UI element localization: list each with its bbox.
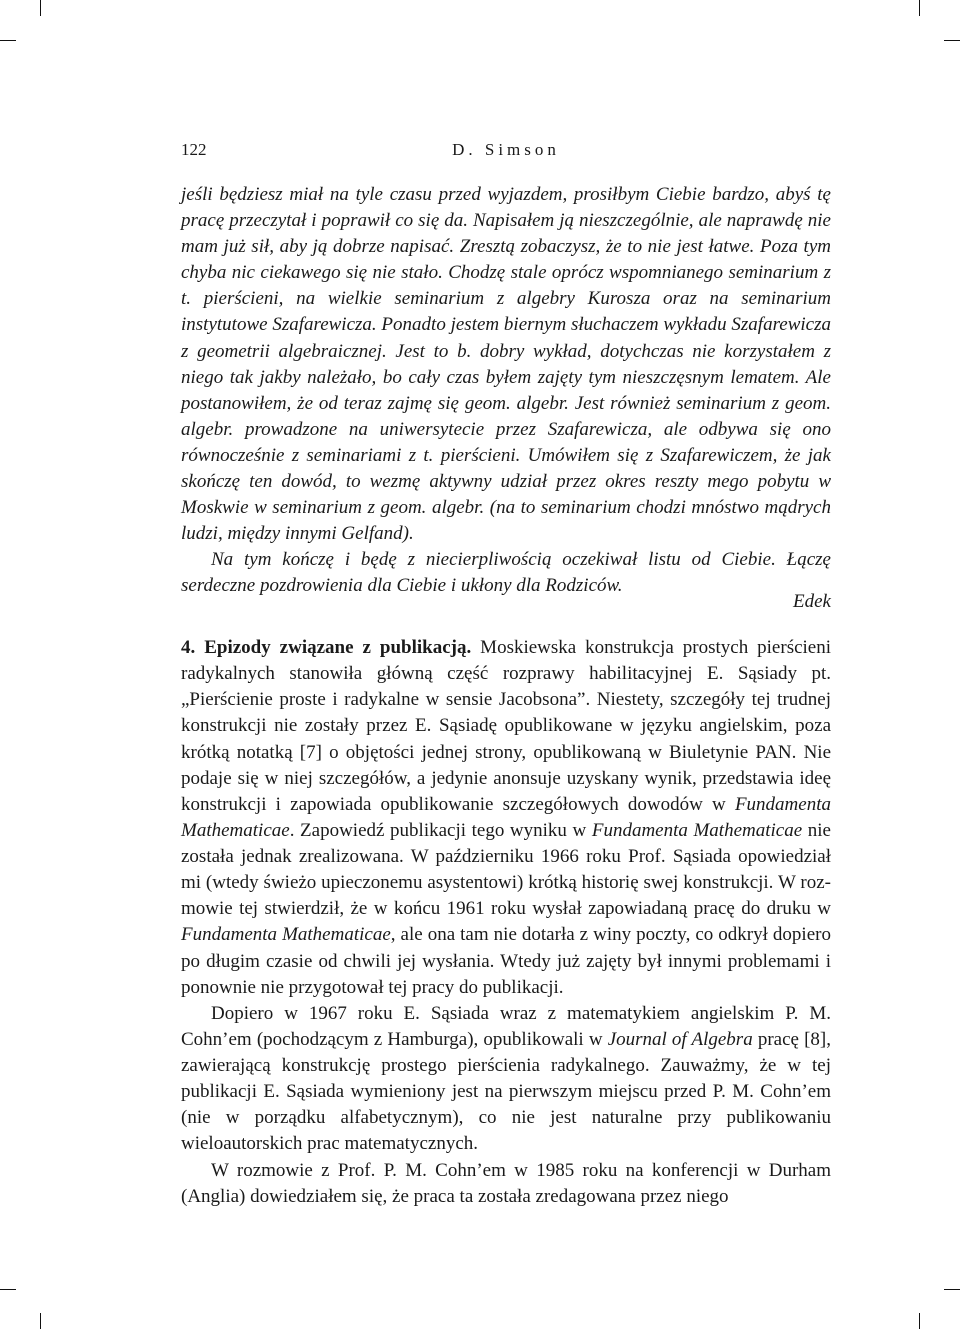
section-paragraph-2 xyxy=(181,1001,831,1158)
crop-mark-top-right-horizontal xyxy=(944,40,960,41)
p2-text-b: pracę [8], zawierającą konstrukcję prostego pierścienia radykalnego. Zauważmy, że w tej publikacji E. Sąsiada wymieniony jest na pierwszym miejscu przed P. M. Cohn’em (nie w porządku alfabetycznym), co nie jest naturalne przy publikowaniu wieloautorskich prac matematycznych. xyxy=(181,1028,831,1155)
page-number: 122 xyxy=(181,140,207,159)
crop-mark-top-left-vertical xyxy=(40,0,41,16)
crop-mark-bottom-left-horizontal xyxy=(0,1289,16,1290)
crop-mark-bottom-left-vertical xyxy=(40,1313,41,1329)
running-header xyxy=(181,137,831,163)
section-body xyxy=(181,635,831,1210)
journal-title: Journal of Algebra xyxy=(607,1028,753,1050)
crop-mark-bottom-right-horizontal xyxy=(944,1289,960,1290)
p1-text-a: Moskiewska konstrukcja prostych pierścieni radykalnych stanowiła główną część rozprawy habilitacyjnej E. Sąsiady pt. „Pierścienie proste i radykalne w sensie Jacobsona”. Niestety, szczegóły tej trudnej konstrukcji nie zostały przez E. Sąsiadę opublikowane w języku angielskim, poza krótką notatką [7] o objętości jednej strony, opublikowaną w Biuletynie PAN. Nie podaje się w niej szczegółów, a jedynie anonsuje uzyskany wynik, przedstawia ideę konstrukcji i zapowiada opublikowanie szczegółowych dowodów w xyxy=(181,637,832,815)
p1-text-d: , ale ona tam nie dotarła z winy poczty, co odkrył dopiero po długim czasie od chwili jej wysłania. Wtedy już zajęty był innymi problemami i ponownie nie przygotował tej pracy do publikacji. xyxy=(181,924,831,998)
letter-paragraph-1: jeśli będziesz miał na tyle czasu przed wyjazdem, prosiłbym Ciebie bardzo, abyś tę pracę przeczytał i poprawił co się da. Napisałem ją nieszczególnie, ale naprawdę nie mam już sił, aby ją dobrze napisać. Zresztą zobaczysz, że to nie jest łatwe. Poza tym chyba nic ciekawego się nie stało. Chodzę stale oprócz wspomnianego seminarium z t. pierścieni, na wielkie seminarium z algebry Kurosza oraz na seminarium instytutowe Szafarewicza. Ponadto jestem biernym słuchaczem wykładu Szafarewicza z geometrii algebraicznej. Jest to b. dobry wykład, dotychczas nie korzystałem z niego tak jakby należało, bo cały czas byłem zajęty tym nieszczęsnym lematem. Ale postanowiłem, że od teraz zajmę się geom. algebr. Jest również seminarium z geom. algebr. prowadzone na uniwersytecie przez Szafarewicza, ale odbywa się ono równocześnie z seminariami z t. pierścieni. Umówiłem się z Szafarewiczem, że jak skończę ten dowód, to wezmę aktywny udział przez okres reszty mego pobytu w Moskwie w seminarium z geom. algebr. (na to seminarium chodzi mnóstwo mądrych ludzi, między innymi Gelfand). xyxy=(181,184,831,545)
crop-mark-top-right-vertical xyxy=(919,0,920,16)
journal-title: Fundamenta Mathematicae xyxy=(181,924,391,946)
letter-excerpt xyxy=(181,182,831,600)
letter-signature: Edek xyxy=(793,591,831,612)
section-heading: 4. Epizody związane z publikacją. xyxy=(181,637,472,658)
section-paragraph-3: W rozmowie z Prof. P. M. Cohn’em w 1985 roku na konferencji w Durham (Anglia) dowiedziałem się, że praca ta została zredagowana przez niego xyxy=(181,1159,831,1207)
running-title: D. Simson xyxy=(452,140,560,159)
p1-text-c: nie została jednak zrealizowana. W październiku 1966 roku Prof. Sąsiada opowiedział mi (wtedy świeżo upieczonemu asystentowi) krótką historię swej konstrukcji. W rozmowie tej stwierdził, że w końcu 1961 roku wysłał zapowiadaną pracę do druku w xyxy=(181,819,831,920)
letter-paragraph-2: Na tym kończę i będę z niecierpliwością oczekiwał listu od Ciebie. Łączę serdeczne pozdrowienia dla Ciebie i ukłony dla Rodziców. xyxy=(181,549,831,597)
journal-title: Fundamenta Mathematicae xyxy=(181,793,831,841)
p2-text-a: Dopiero w 1967 roku E. Sąsiada wraz z matematykiem angielskim P. M. Cohn’em (pochodzącym z Hamburga), opublikowali w xyxy=(181,1002,831,1050)
journal-title: Fundamenta Mathematicae xyxy=(591,819,803,841)
crop-mark-bottom-right-vertical xyxy=(919,1313,920,1329)
section-paragraph-1 xyxy=(181,635,831,1001)
crop-mark-top-left-horizontal xyxy=(0,40,16,41)
p1-text-b: . Zapowiedź publikacji tego wyniku w xyxy=(289,819,592,841)
